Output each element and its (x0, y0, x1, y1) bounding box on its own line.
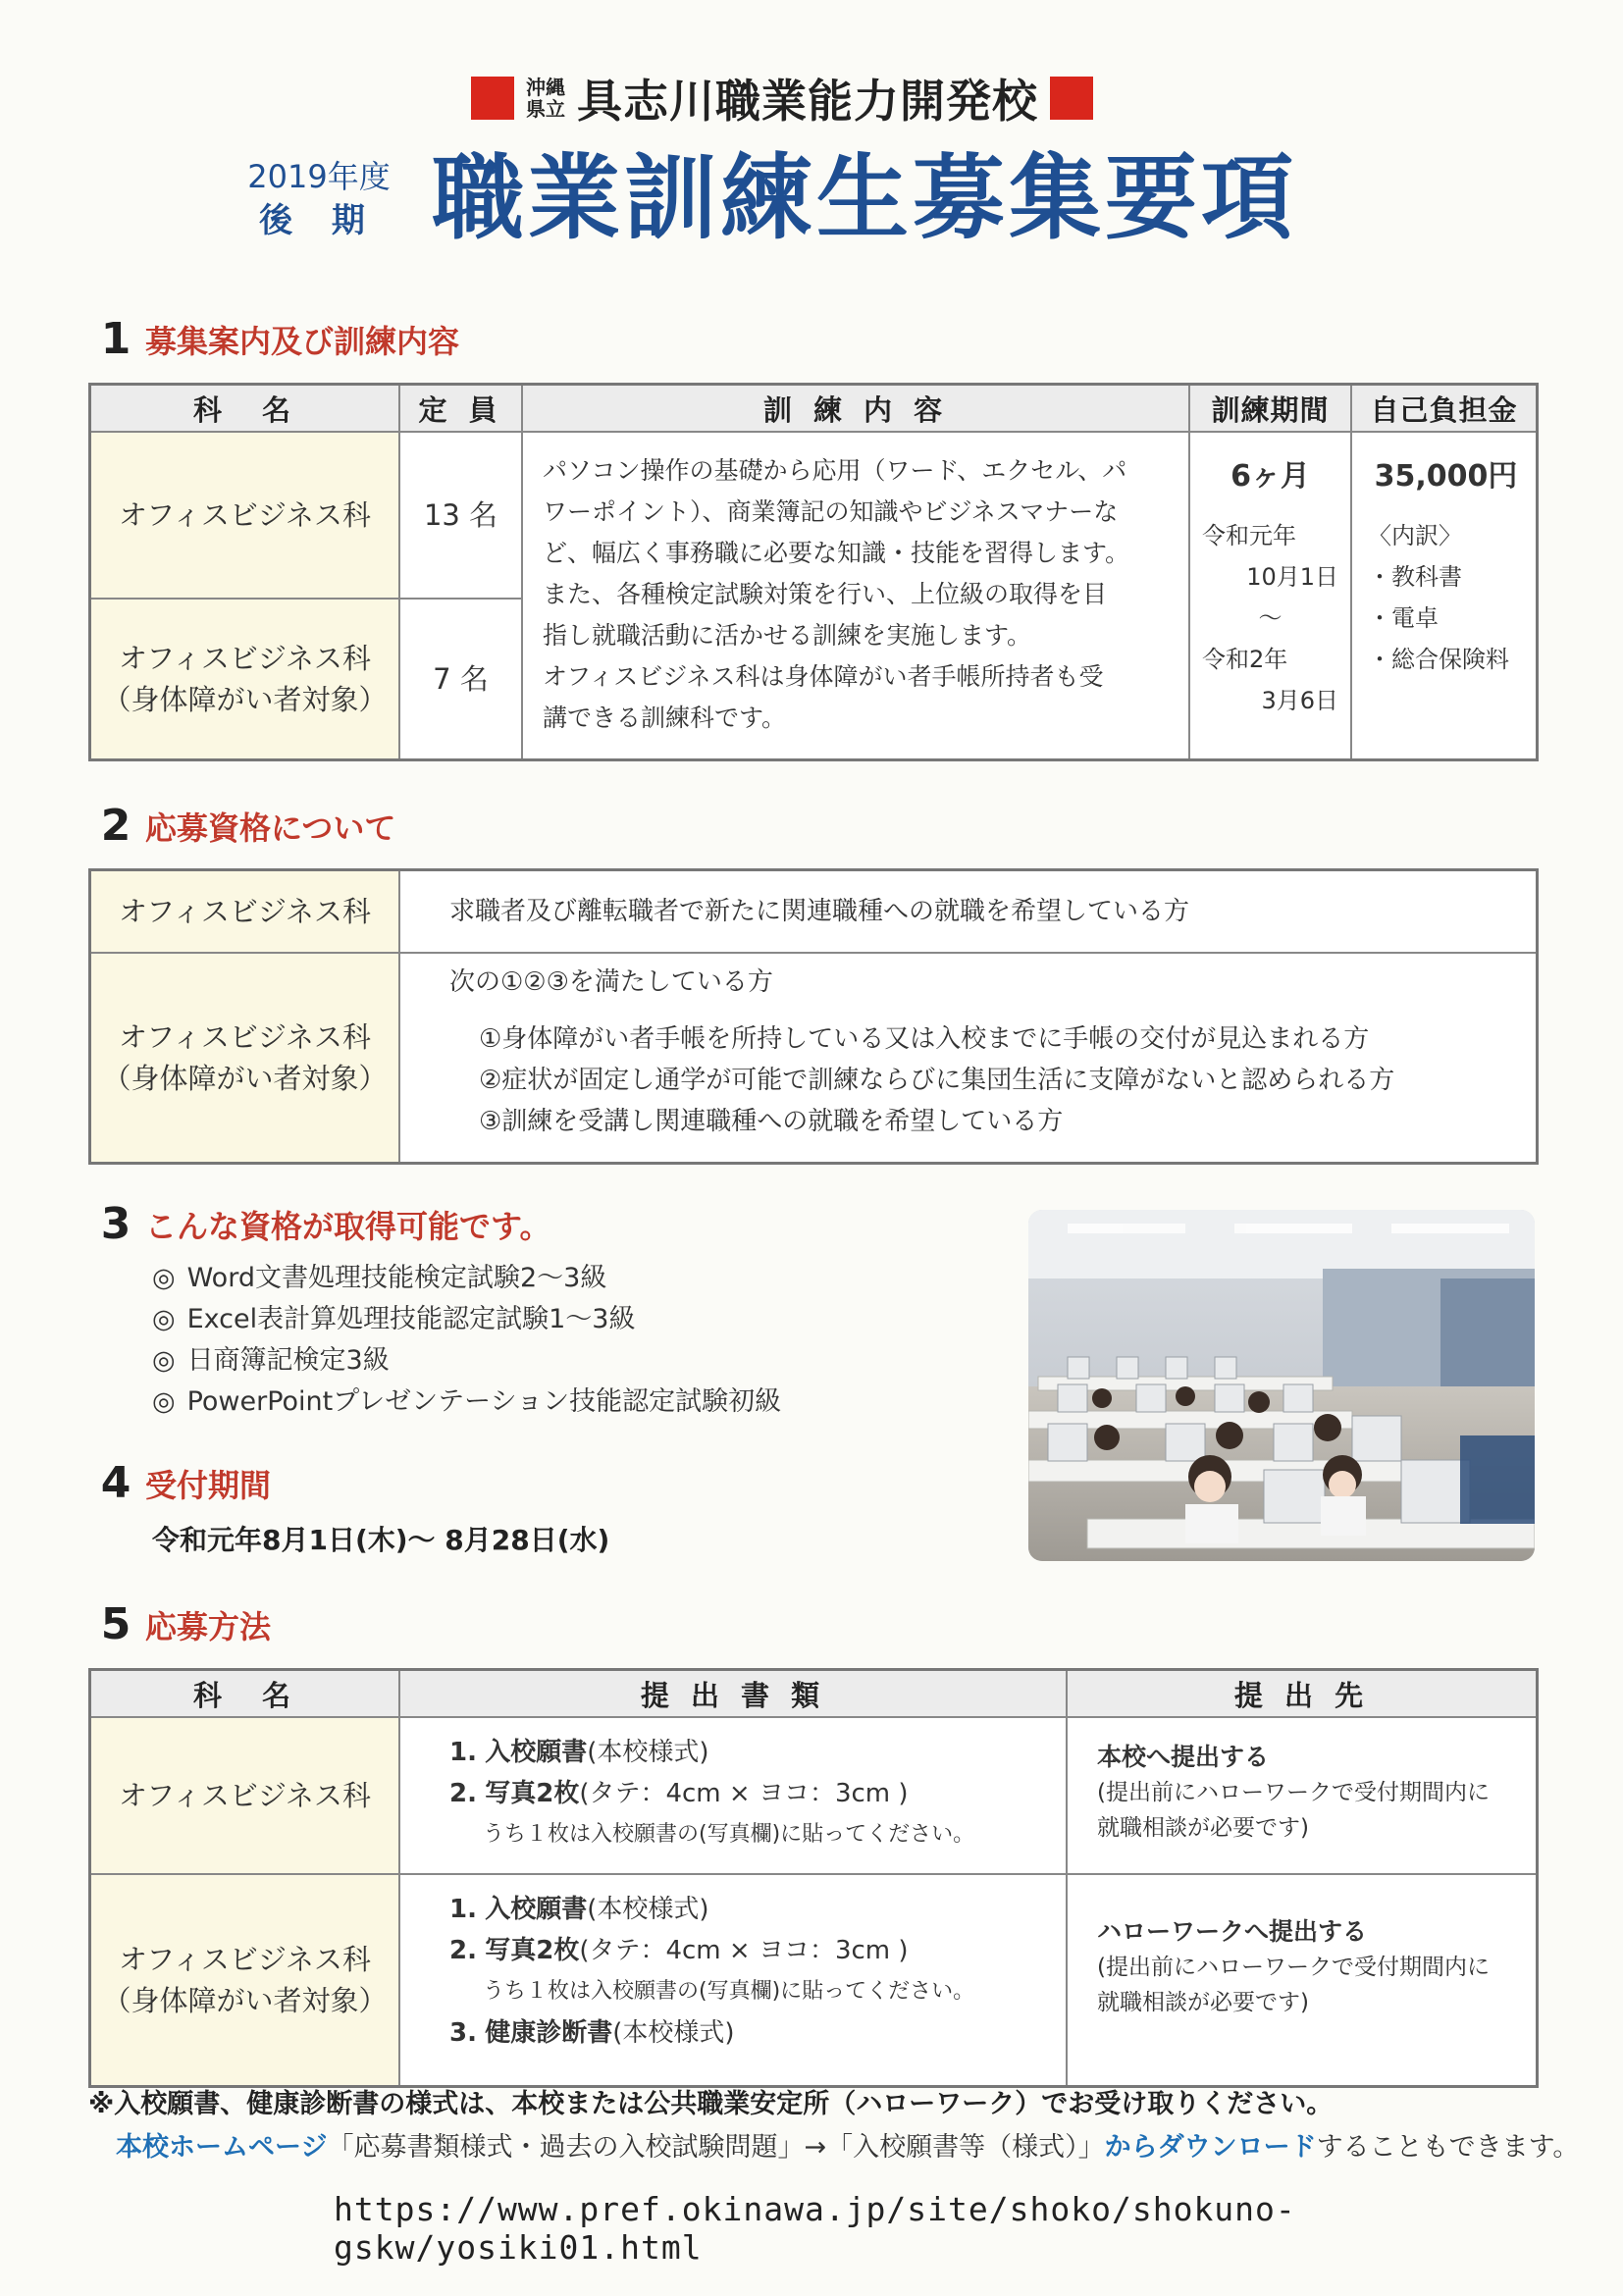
application-table (88, 1668, 1539, 2088)
destination-cell: 本校へ提出する (提出前にハローワークで受付期間内に 就職相談が必要です) (1068, 1718, 1536, 1875)
capacity-cell: 13 名 (400, 433, 523, 600)
double-circle-icon: ◎ (152, 1345, 176, 1376)
destination-cell: ハローワークへ提出する (提出前にハローワークで受付期間内に 就職相談が必要です) (1097, 1917, 1490, 2015)
download-url[interactable]: https://www.pref.okinawa.jp/site/shoko/shokuno-gskw/yosiki01.html (334, 2190, 1296, 2267)
training-table (88, 383, 1539, 761)
list-item: ◎ PowerPointプレゼンテーション技能認定試験初級 (152, 1382, 781, 1423)
school-name: 具志川職業能力開発校 (577, 75, 1038, 128)
homepage-link[interactable]: 本校ホームページ (116, 2132, 328, 2163)
red-square-icon (471, 77, 514, 120)
training-period: 6ヶ月 令和元年 10月1日 〜 令和2年 3月6日 (1190, 433, 1352, 758)
table-row-course: オフィスビジネス科 (91, 871, 400, 954)
section-2-heading: 2 応募資格について (100, 801, 396, 851)
section-5-heading: 5 応募方法 (100, 1599, 272, 1649)
school-header (471, 71, 1093, 126)
form-note: ※入校願書、健康診断書の様式は、本校または公共職業安定所（ハローワーク）でお受け取りください。 (88, 2089, 1334, 2119)
download-note: 本校ホームページ「応募書類様式・過去の入校試験問題」→「入校願書等（様式）」からダウンロードすることもできます。 (116, 2132, 1580, 2163)
red-square-icon (1050, 77, 1093, 120)
th-course: 科 名 (91, 1671, 400, 1718)
table-row-course: オフィスビジネス科 (91, 1718, 400, 1875)
year-label: 2019年度 (247, 158, 391, 195)
list-item: ③訓練を受講し関連職種への就職を希望している方 (479, 1107, 1064, 1136)
list-item: 1. 入校願書(本校様式) (449, 1895, 709, 1924)
documents-cell: 1. 入校願書(本校様式) 2. 写真2枚(タテ：4cm × ヨコ：3cm ) うち１枚は入校願書の(写真欄)に貼ってください。 3. 健康診断書(本校様式) (400, 1875, 1068, 2085)
list-item: ①身体障がい者手帳を所持している又は入校までに手帳の交付が見込まれる方 (479, 1024, 1370, 1054)
th-course: 科 名 (91, 386, 400, 433)
th-fee: 自己負担金 (1352, 386, 1536, 433)
th-capacity: 定 員 (400, 386, 523, 433)
classroom-photo (1028, 1210, 1535, 1561)
page-title: 職業訓練生募集要項 (432, 145, 1298, 252)
eligibility-conditions: 次の①②③を満たしている方 ①身体障がい者手帳を所持している又は入校までに手帳の交付が見込まれる方 ②症状が固定し通学が可能で訓練ならびに集団生活に支障がないと認められる方 ③訓練を受講し関連職種への就職を希望している方 (400, 954, 1536, 1162)
list-item: 2. 写真2枚(タテ：4cm × ヨコ：3cm ) (449, 1936, 909, 1965)
capacity-cell: 7 名 (400, 600, 523, 758)
list-item: ◎ 日商簿記検定3級 (152, 1340, 781, 1382)
list-item: ②症状が固定し通学が可能で訓練ならびに集団生活に支障がないと認められる方 (479, 1066, 1395, 1095)
table-row-course: オフィスビジネス科 （身体障がい者対象） (91, 1875, 400, 2085)
th-destination: 提 出 先 (1068, 1671, 1536, 1718)
list-item: 2. 写真2枚(タテ：4cm × ヨコ：3cm ) (449, 1779, 909, 1808)
training-content: パソコン操作の基礎から応用（ワード、エクセル、パ ワーポイント）、商業簿記の知識やビジネスマナーな ど、幅広く事務職に必要な知識・技能を習得します。 また、各種検定試験対策を行い、上位級の取得を目 指し就職活動に活かせる訓練を実施します。 オフィスビジネス科は身体障がい者手帳所持者も受 講できる訓練科です。 (523, 433, 1190, 758)
list-item: 1. 入校願書(本校様式) (449, 1738, 709, 1767)
th-content: 訓 練 内 容 (523, 386, 1190, 433)
table-row-course: オフィスビジネス科 (91, 433, 400, 600)
qualification-list (152, 1258, 781, 1423)
section-4-heading: 4 受付期間 (100, 1458, 272, 1508)
section-1-heading: 1 募集案内及び訓練内容 (100, 314, 460, 364)
double-circle-icon: ◎ (152, 1304, 176, 1334)
application-period: 令和元年8月1日(木)〜 8月28日(水) (152, 1524, 610, 1556)
list-item: ◎ Word文書処理技能検定試験2〜3級 (152, 1258, 781, 1299)
section-3-heading: 3 こんな資格が取得可能です。 (100, 1199, 551, 1249)
documents-cell: 1. 入校願書(本校様式) 2. 写真2枚(タテ：4cm × ヨコ：3cm ) うち１枚は入校願書の(写真欄)に貼ってください。 (400, 1718, 1068, 1875)
list-item: 3. 健康診断書(本校様式) (449, 2018, 735, 2048)
term-label: 後 期 (259, 201, 379, 240)
list-item: ◎ Excel表計算処理技能認定試験1〜3級 (152, 1299, 781, 1340)
th-documents: 提 出 書 類 (400, 1671, 1068, 1718)
prefecture-label: 沖縄 県立 (526, 76, 565, 121)
eligibility-text: 求職者及び離転職者で新たに関連職種への就職を希望している方 (400, 871, 1536, 954)
year-term (231, 155, 407, 243)
double-circle-icon: ◎ (152, 1263, 176, 1293)
double-circle-icon: ◎ (152, 1386, 176, 1417)
table-row-course: オフィスビジネス科 （身体障がい者対象） (91, 954, 400, 1162)
eligibility-table (88, 868, 1539, 1165)
table-row-course: オフィスビジネス科 （身体障がい者対象） (91, 600, 400, 758)
th-period: 訓練期間 (1190, 386, 1352, 433)
self-pay-fee: 35,000円 〈内訳〉 ・教科書 ・電卓 ・総合保険料 (1368, 459, 1518, 673)
